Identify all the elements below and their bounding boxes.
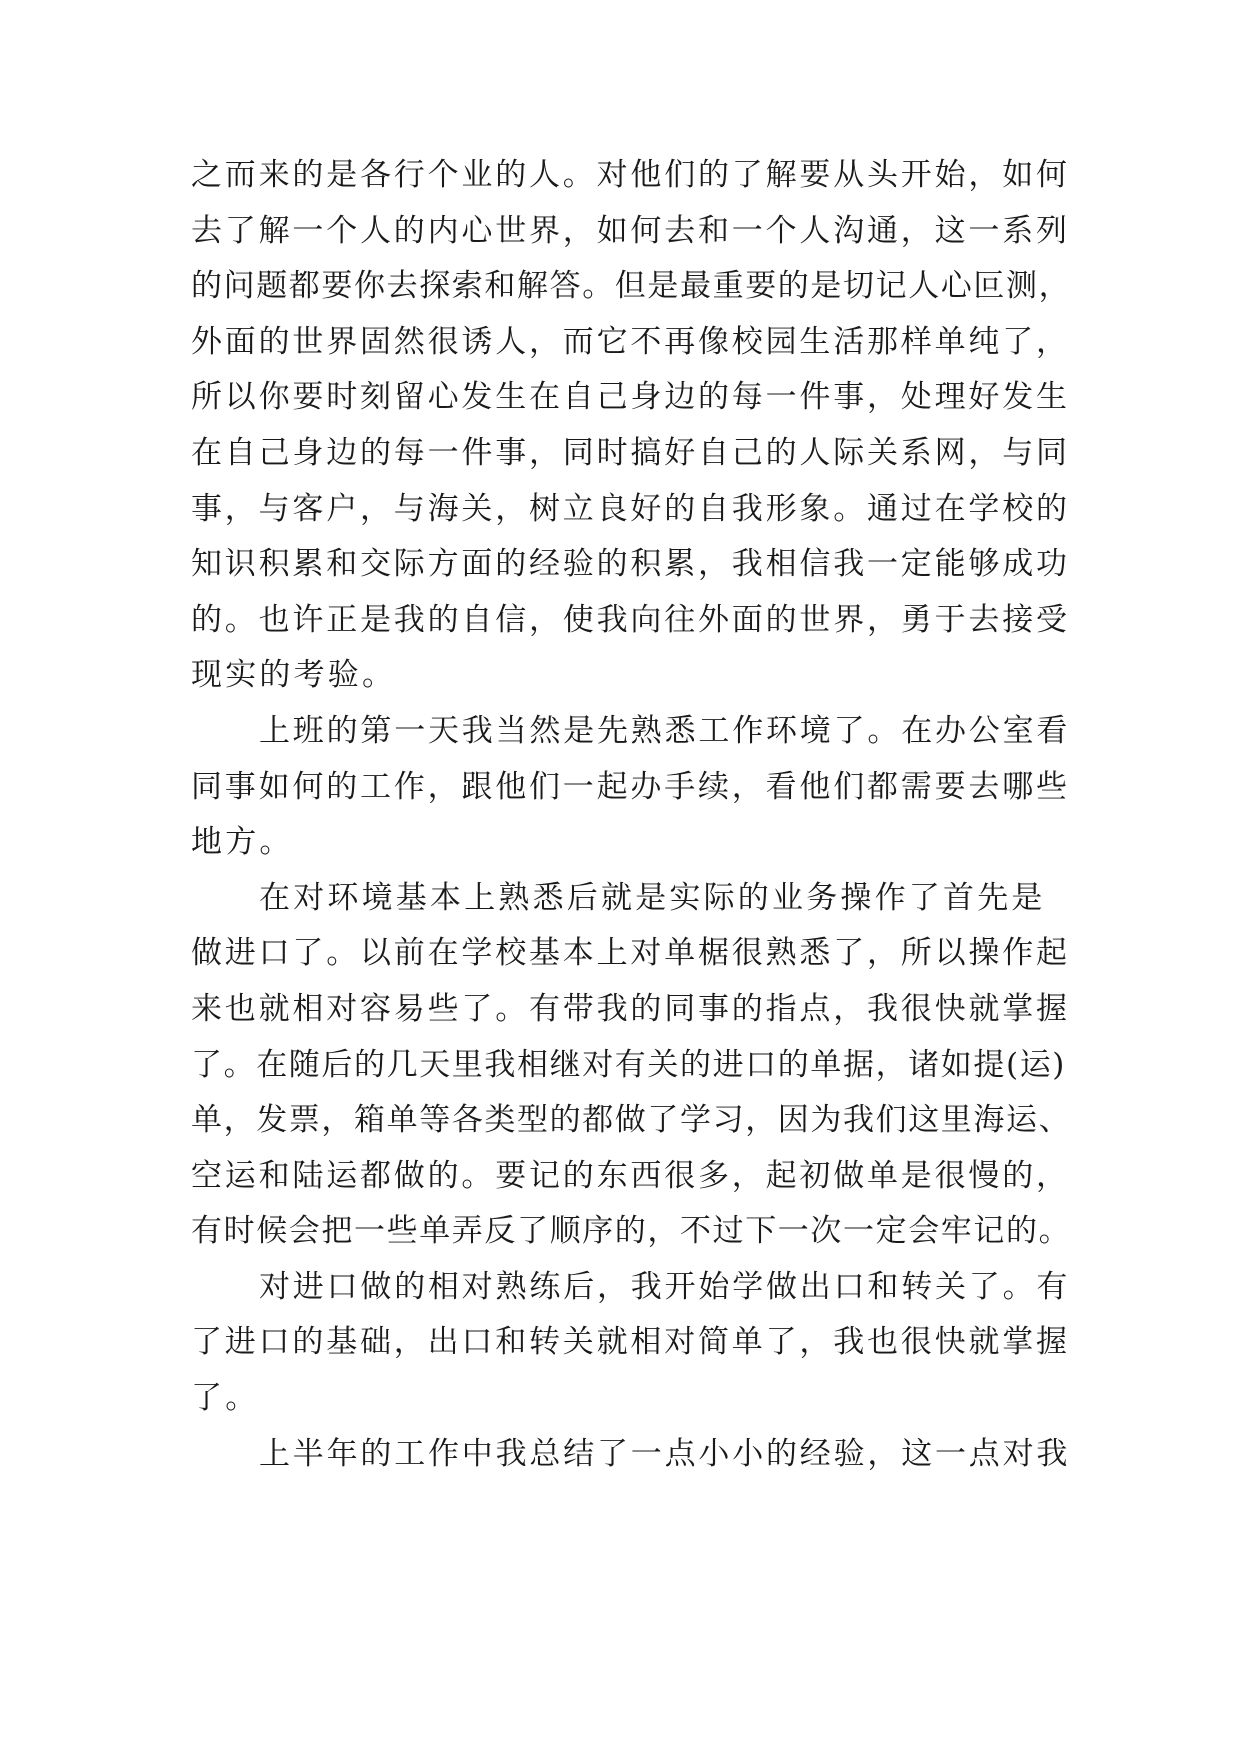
text-line: 去了解一个人的内心世界，如何去和一个人沟通，这一系列 [191, 212, 1070, 249]
text-line: 事，与客户，与海关，树立良好的自我形象。通过在学校的 [191, 490, 1070, 527]
text-line: 对进口做的相对熟练后，我开始学做出口和转关了。有 [259, 1268, 1071, 1305]
text-line: 在对环境基本上熟悉后就是实际的业务操作了首先是 [259, 879, 1046, 916]
text-line: 现实的考验。 [191, 657, 397, 694]
text-line: 的问题都要你去探索和解答。但是最重要的是切记人心叵测， [191, 268, 1072, 305]
text-line: 外面的世界固然很诱人，而它不再像校园生活那样单纯了， [191, 323, 1070, 360]
text-line: 所以你要时刻留心发生在自己身边的每一件事，处理好发生 [191, 379, 1070, 416]
body-text [191, 148, 1071, 1482]
text-line: 了。 [191, 1380, 260, 1417]
text-line: 单，发票，箱单等各类型的都做了学习，因为我们这里海运、 [191, 1102, 1072, 1139]
text-line: 上班的第一天我当然是先熟悉工作环境了。在办公室看 [259, 712, 1071, 749]
text-line: 之而来的是各行个业的人。对他们的了解要从头开始，如何 [191, 157, 1070, 193]
text-line: 了。在随后的几天里我相继对有关的进口的单据，诸如提(运) [191, 1046, 1066, 1083]
text-line: 来也就相对容易些了。有带我的同事的指点，我很快就掌握 [191, 990, 1070, 1027]
text-line: 做进口了。以前在学校基本上对单椐很熟悉了，所以操作起 [191, 935, 1070, 972]
text-line: 同事如何的工作，跟他们一起办手续，看他们都需要去哪些 [191, 768, 1070, 805]
text-line: 了进口的基础，出口和转关就相对简单了，我也很快就掌握 [191, 1324, 1070, 1361]
text-line: 在自己身边的每一件事，同时搞好自己的人际关系网，与同 [191, 434, 1070, 471]
text-line: 上半年的工作中我总结了一点小小的经验，这一点对我 [259, 1435, 1071, 1472]
text-line: 地方。 [191, 824, 294, 861]
text-line: 知识积累和交际方面的经验的积累，我相信我一定能够成功 [191, 546, 1070, 583]
text-line: 有时候会把一些单弄反了顺序的，不过下一次一定会牢记的。 [191, 1213, 1072, 1250]
text-line: 空运和陆运都做的。要记的东西很多，起初做单是很慢的， [191, 1157, 1070, 1194]
text-line: 的。也许正是我的自信，使我向往外面的世界，勇于去接受 [191, 601, 1070, 638]
